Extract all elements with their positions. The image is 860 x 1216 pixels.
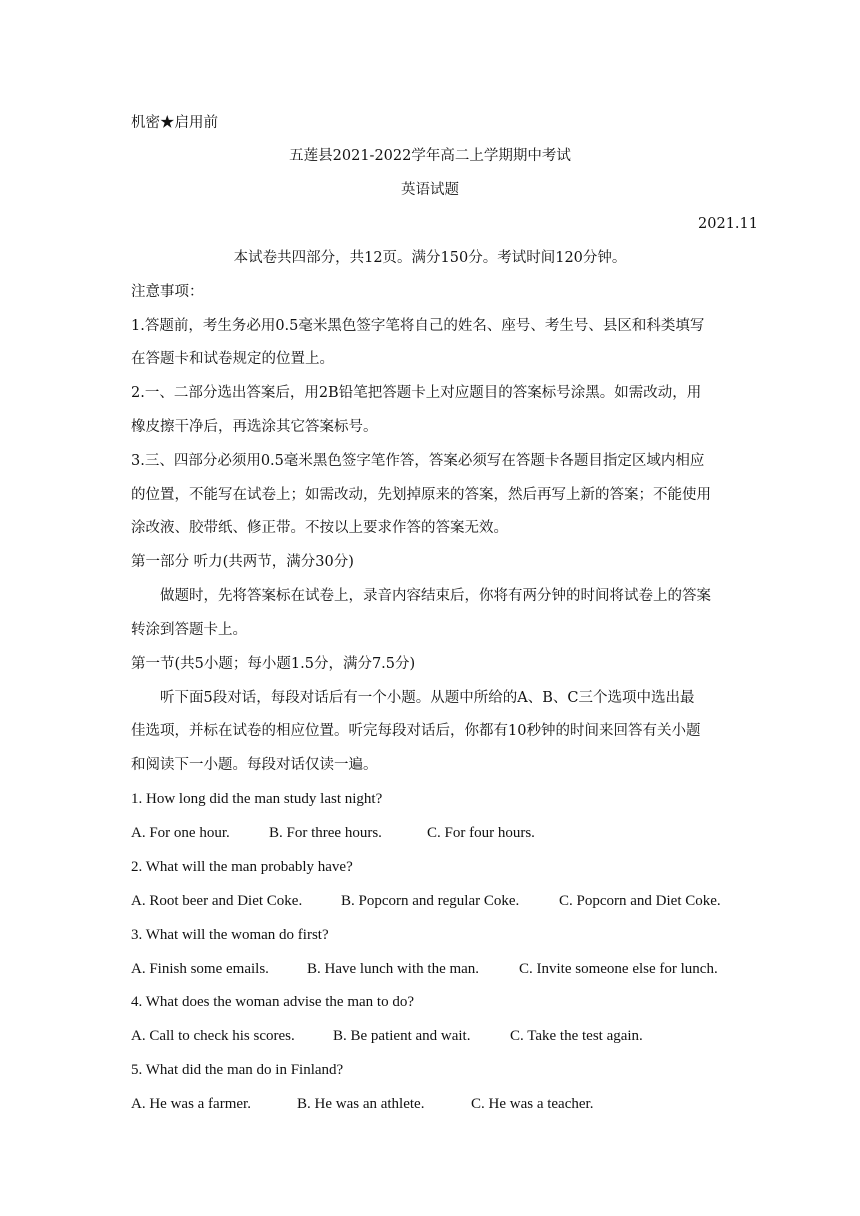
note-3-line-3: 涂改液、胶带纸、修正带。不按以上要求作答的答案无效。	[131, 520, 508, 536]
exam-subject: 英语试题	[401, 182, 459, 198]
option-c: C. Take the test again.	[510, 1028, 643, 1044]
exam-title: 五莲县2021-2022学年高二上学期期中考试	[289, 148, 571, 164]
question-3: 3. What will the woman do first?	[131, 927, 329, 943]
option-b: B. Popcorn and regular Coke.	[341, 893, 520, 909]
note-1-line-1: 1.答题前，考生务必用0.5毫米黑色签字笔将自己的姓名、座号、考生号、县区和科类填写	[131, 318, 705, 334]
part1-heading: 第一部分 听力(共两节，满分30分)	[131, 554, 354, 570]
note-2-line-1: 2.一、二部分选出答案后，用2B铅笔把答题卡上对应题目的答案标号涂黑。如需改动，用	[131, 385, 702, 401]
note-1-line-2: 在答题卡和试卷规定的位置上。	[131, 351, 334, 367]
option-c: C. Invite someone else for lunch.	[519, 961, 718, 977]
option-c: C. Popcorn and Diet Coke.	[559, 893, 721, 909]
note-3-line-2: 的位置，不能写在试卷上；如需改动，先划掉原来的答案，然后再写上新的答案；不能使用	[131, 487, 711, 503]
exam-summary: 本试卷共四部分，共12页。满分150分。考试时间120分钟。	[233, 250, 627, 266]
option-b: B. Have lunch with the man.	[307, 961, 480, 977]
option-b: B. He was an athlete.	[297, 1096, 425, 1112]
section1-intro-line-1: 听下面5段对话，每段对话后有一个小题。从题中所给的A、B、C三个选项中选出最	[160, 690, 695, 706]
option-c: C. For four hours.	[427, 825, 535, 841]
secret-label: 机密★启用前	[131, 115, 218, 131]
question-5: 5. What did the man do in Finland?	[131, 1062, 344, 1078]
question-5-options	[131, 1094, 593, 1114]
question-2: 2. What will the man probably have?	[131, 859, 353, 875]
part1-intro-line-2: 转涂到答题卡上。	[131, 622, 247, 638]
section1-intro-line-2: 佳选项，并标在试卷的相应位置。听完每段对话后，你都有10秒钟的时间来回答有关小题	[131, 723, 701, 739]
option-a: A. Call to check his scores.	[131, 1028, 295, 1044]
note-3-line-1: 3.三、四部分必须用0.5毫米黑色签字笔作答，答案必须写在答题卡各题目指定区域内相应	[131, 453, 705, 469]
option-b: B. For three hours.	[269, 825, 382, 841]
option-b: B. Be patient and wait.	[333, 1028, 471, 1044]
notes-heading: 注意事项：	[131, 284, 204, 300]
question-2-options	[131, 891, 721, 911]
question-1-options	[131, 823, 535, 843]
question-1: 1. How long did the man study last night?	[131, 791, 383, 807]
exam-date: 2021.11	[698, 216, 758, 232]
option-a: A. Root beer and Diet Coke.	[131, 893, 303, 909]
option-a: A. Finish some emails.	[131, 961, 269, 977]
option-c: C. He was a teacher.	[471, 1096, 594, 1112]
option-a: A. For one hour.	[131, 825, 230, 841]
question-4-options	[131, 1026, 643, 1046]
section1-heading: 第一节(共5小题；每小题1.5分，满分7.5分)	[131, 656, 416, 672]
question-4: 4. What does the woman advise the man to do?	[131, 994, 414, 1010]
section1-intro-line-3: 和阅读下一小题。每段对话仅读一遍。	[131, 757, 378, 773]
option-a: A. He was a farmer.	[131, 1096, 251, 1112]
note-2-line-2: 橡皮擦干净后，再选涂其它答案标号。	[131, 419, 378, 435]
part1-intro-line-1: 做题时，先将答案标在试卷上，录音内容结束后，你将有两分钟的时间将试卷上的答案	[160, 588, 711, 604]
question-3-options	[131, 959, 718, 979]
